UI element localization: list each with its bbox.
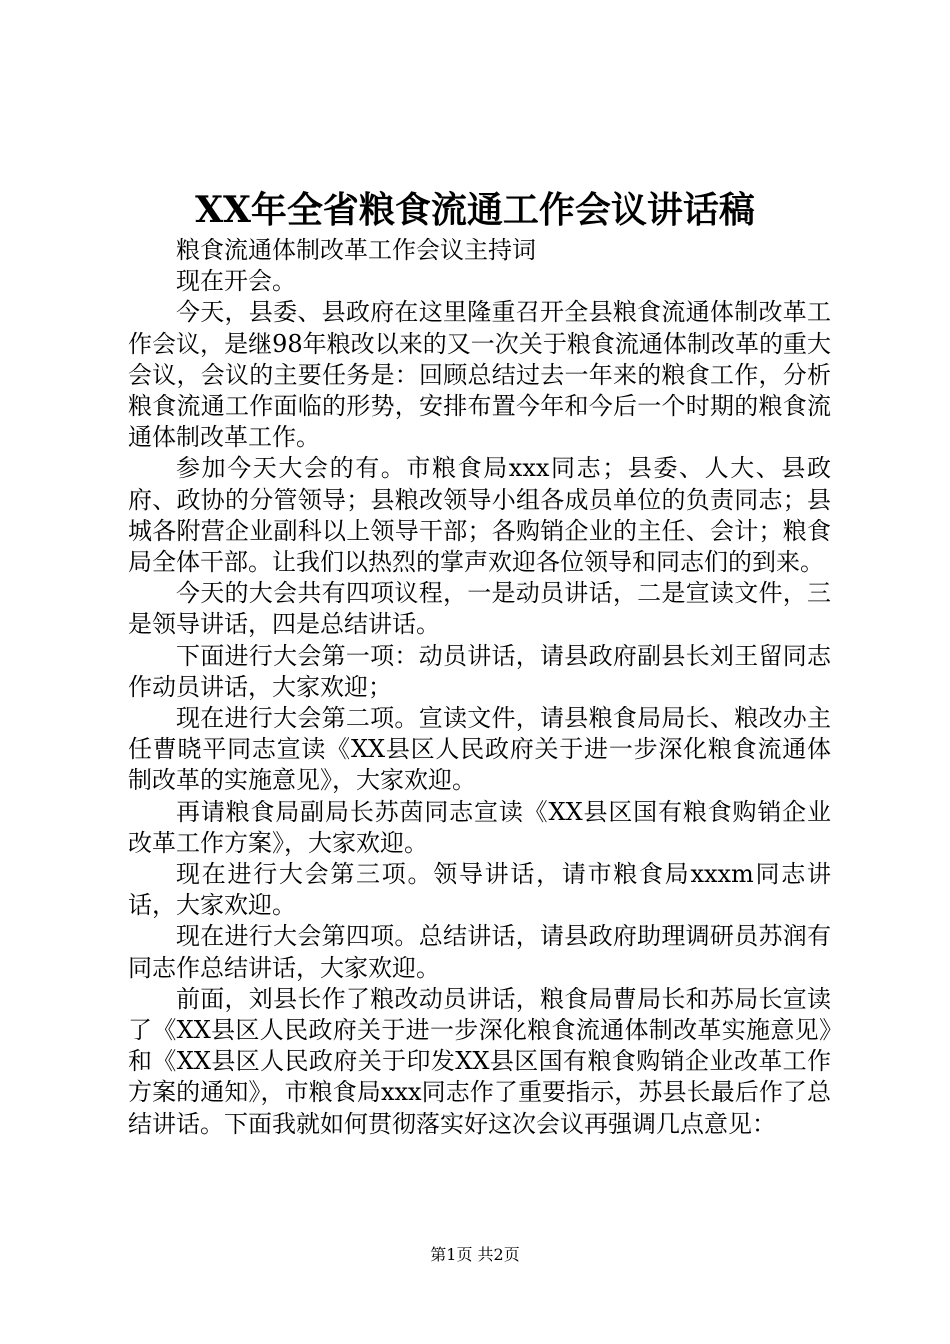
paragraph: 前面，刘县长作了粮改动员讲话，粮食局曹局长和苏局长宣读了《XX县区人民政府关于进一步深化粮食流通体制改革实施意见》和《XX县区人民政府关于印发XX县区国有粮食购销企业改革工作方案的通知》，市粮食局xxx同志作了重要指示，苏县长最后作了总结讲话。下面我就如何贯彻落实好这次会议再强调几点意见： [128, 984, 831, 1138]
paragraph: 再请粮食局副局长苏茵同志宣读《XX县区国有粮食购销企业改革工作方案》，大家欢迎。 [128, 797, 831, 857]
paragraph: 现在进行大会第二项。宣读文件，请县粮食局局长、粮改办主任曹晓平同志宣读《XX县区人民政府关于进一步深化粮食流通体制改革的实施意见》，大家欢迎。 [128, 704, 831, 795]
paragraph: 现在进行大会第三项。领导讲话，请市粮食局xxxm同志讲话，大家欢迎。 [128, 860, 831, 920]
page-number-footer: 第1页 共2页 [430, 1245, 520, 1264]
paragraph: 现在进行大会第四项。总结讲话，请县政府助理调研员苏润有同志作总结讲话，大家欢迎。 [128, 922, 831, 982]
paragraph: 下面进行大会第一项：动员讲话，请县政府副县长刘王留同志作动员讲话，大家欢迎； [128, 641, 831, 701]
paragraph: 今天，县委、县政府在这里隆重召开全县粮食流通体制改革工作会议，是继98年粮改以来的又一次关于粮食流通体制改革的重大会议，会议的主要任务是：回顾总结过去一年来的粮食工作，分析粮食流通工作面临的形势，安排布置今年和今后一个时期的粮食流通体制改革工作。 [128, 298, 831, 452]
paragraph: 参加今天大会的有。市粮食局xxx同志；县委、人大、县政府、政协的分管领导；县粮改领导小组各成员单位的负责同志；县城各附营企业副科以上领导干部；各购销企业的主任、会计；粮食局全体干部。让我们以热烈的掌声欢迎各位领导和同志们的到来。 [128, 454, 831, 577]
paragraph: 现在开会。 [176, 267, 296, 296]
document-title: XX年全省粮食流通工作会议讲话稿 [195, 189, 755, 231]
paragraph: 粮食流通体制改革工作会议主持词 [176, 236, 536, 264]
document-body [128, 235, 831, 1140]
paragraph: 今天的大会共有四项议程，一是动员讲话，二是宣读文件，三是领导讲话，四是总结讲话。 [128, 579, 831, 639]
